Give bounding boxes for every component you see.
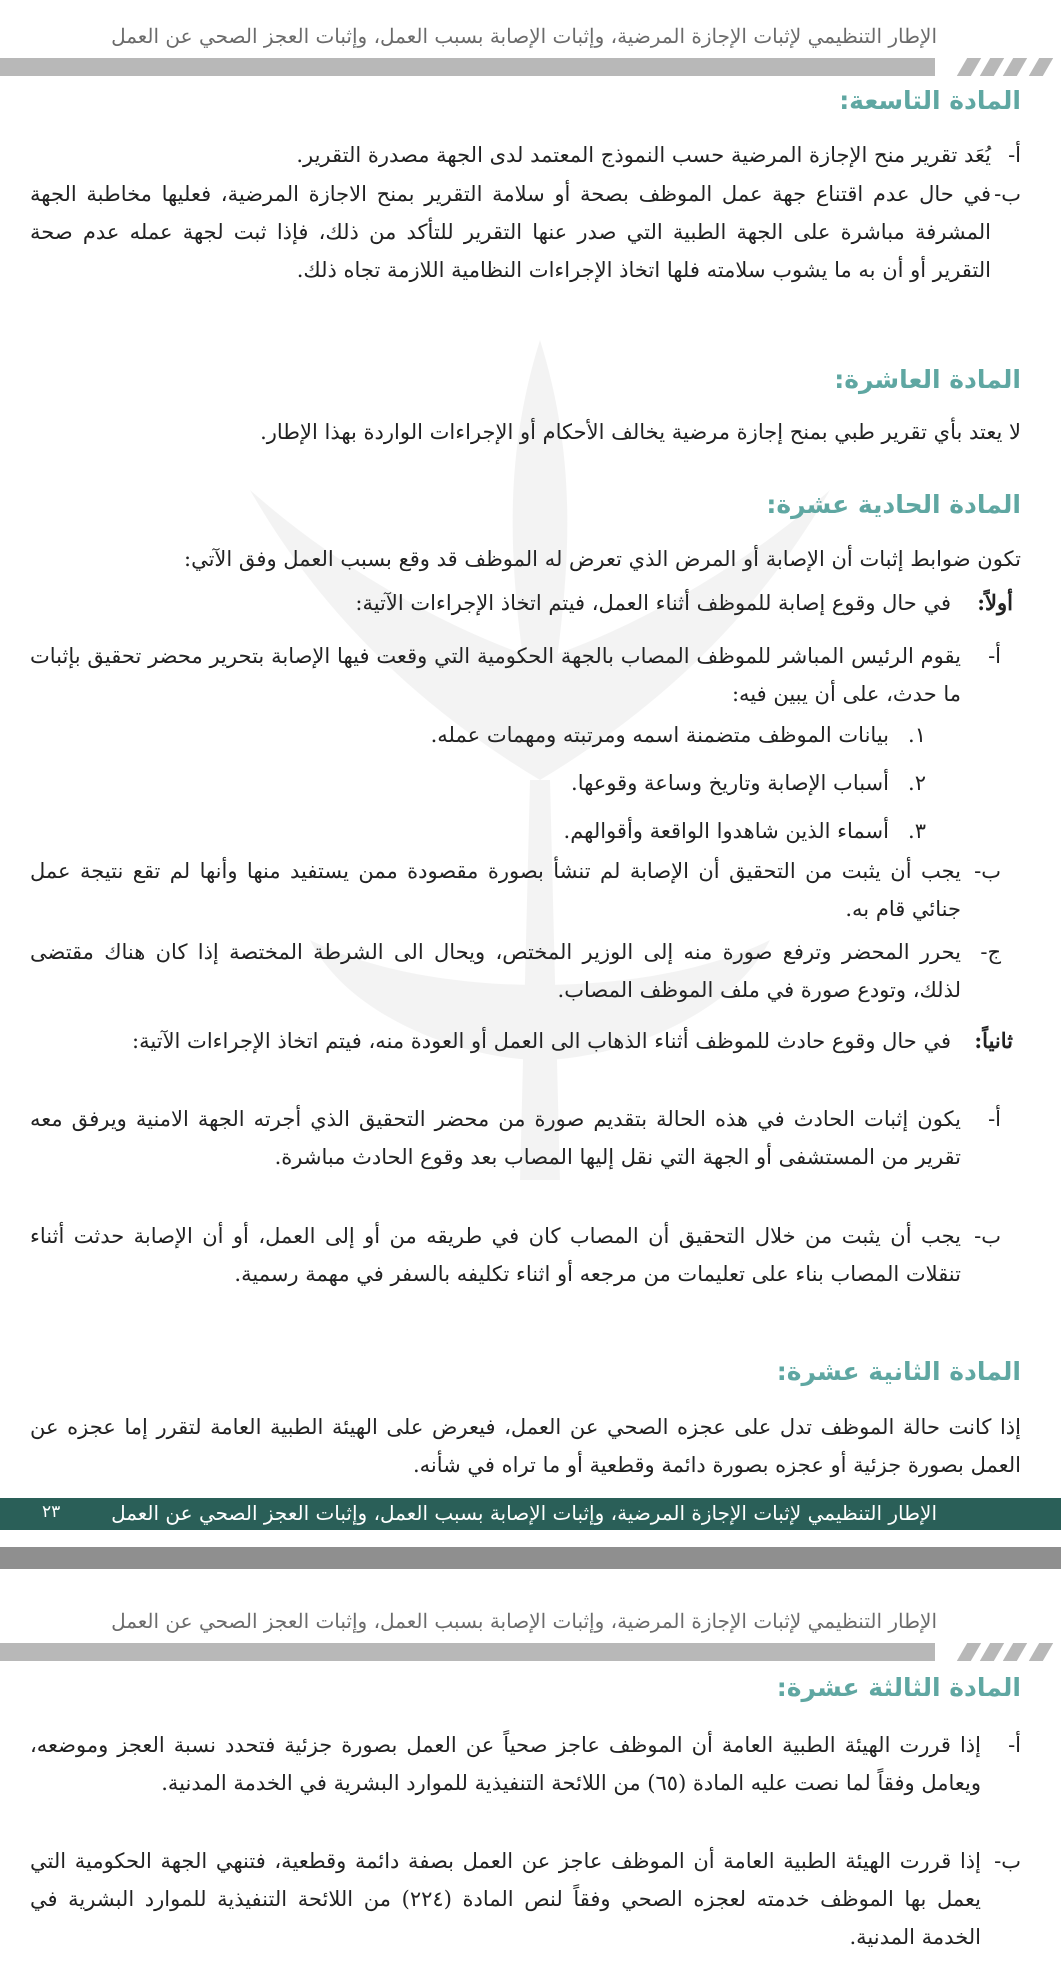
running-header: الإطار التنظيمي لإثبات الإجازة المرضية، وإثبات الإصابة بسبب العمل، وإثبات العجز الصحي عن العمل <box>111 1609 937 1633</box>
article-10-title: المادة العاشرة: <box>834 365 1021 394</box>
article-11-title: المادة الحادية عشرة: <box>766 490 1021 519</box>
page-separator-bar <box>0 1547 1061 1569</box>
art11-fc-label: ج- <box>980 940 1001 964</box>
art11-fb-text: يجب أن يثبت من التحقيق أن الإصابة لم تنشأ بصورة مقصودة ممن يستفيد منها وأنها لم تقع نتيجة عمل جنائي قام به. <box>30 859 961 921</box>
art11-fa-label: أ- <box>988 644 1001 668</box>
header-band-slash <box>1029 1643 1053 1661</box>
art11-item-1-text: بيانات الموظف متضمنة اسمه ومرتبته ومهمات عمله. <box>430 723 889 747</box>
header-band-slash <box>1029 58 1053 76</box>
art11-second-label: ثانياً: <box>974 1028 1013 1053</box>
page-separator <box>0 1535 1061 1591</box>
art11-fc-text: يحرر المحضر وترفع صورة منه إلى الوزير المختص، ويحال الى الشرطة المختصة إذا كان هناك مقتضى لذلك، وتودع صورة في ملف الموظف المصاب. <box>30 940 961 1002</box>
running-header: الإطار التنظيمي لإثبات الإجازة المرضية، وإثبات الإصابة بسبب العمل، وإثبات العجز الصحي عن العمل <box>111 24 937 48</box>
art11-item-3-num: ٣. <box>908 819 926 843</box>
art11-fb-label: ب- <box>974 859 1001 883</box>
article-9-title: المادة التاسعة: <box>839 86 1021 115</box>
art11-second-text: في حال وقوع حادث للموظف أثناء الذهاب الى العمل أو العودة منه، فيتم اتخاذ الإجراءات الآتية: <box>132 1029 951 1053</box>
art11-intro: تكون ضوابط إثبات أن الإصابة أو المرض الذي تعرض له الموظف قد وقع بسبب العمل وفق الآتي: <box>184 547 1021 571</box>
art11-fa-text: يقوم الرئيس المباشر للموظف المصاب بالجهة الحكومية التي وقعت فيها الإصابة بتحرير محضر تحقيق بإثبات ما حدث، على أن يبين فيه: <box>30 644 961 706</box>
footer-band <box>0 1498 1061 1530</box>
art9-a-text: يُعَد تقرير منح الإجازة المرضية حسب النموذج المعتمد لدى الجهة مصدرة التقرير. <box>296 143 991 167</box>
art11-item-1-num: ١. <box>908 723 926 747</box>
art11-first-label: أولاً: <box>977 590 1013 615</box>
art9-b-text: في حال عدم اقتناع جهة عمل الموظف بصحة أو سلامة التقرير بمنح الاجازة المرضية، فعليها مخاطبة الجهة المشرفة مباشرة على الجهة الطبية التي صدر عنها التقرير للتأكد من ذلك، فإذا ثبت لجهة عمله عدم صحة التقرير أو أن به ما يشوب سلامته فلها اتخاذ الإجراءات النظامية اللازمة تجاه ذلك. <box>30 182 991 282</box>
art9-b-label: ب- <box>994 182 1021 206</box>
art11-item-2-text: أسباب الإصابة وتاريخ وساعة وقوعها. <box>571 771 889 795</box>
art12-text: إذا كانت حالة الموظف تدل على عجزه الصحي عن العمل، فيعرض على الهيئة الطبية العامة لتقرر إما عجزه عن العمل بصورة جزئية أو عجزه بصورة دائمة وقطعية أو ما تراه في شأنه. <box>30 1415 1021 1477</box>
art11-sb-text: يجب أن يثبت من خلال التحقيق أن المصاب كان في طريقه من أو إلى العمل، أو أن الإصابة حدثت أثناء تنقلات المصاب بناء على تعليمات من مرجعه أو اثناء تكليفه بالسفر في مهمة رسمية. <box>30 1224 961 1286</box>
art13-b-label: ب- <box>994 1849 1021 1873</box>
art11-item-2-num: ٢. <box>908 771 926 795</box>
art11-sb-label: ب- <box>974 1224 1001 1248</box>
art11-sa-label: أ- <box>988 1107 1001 1131</box>
document-page-2 <box>0 1591 1061 1972</box>
art9-a-label: أ- <box>1008 143 1021 167</box>
art13-a-label: أ- <box>1008 1733 1021 1757</box>
art11-item-3-text: أسماء الذين شاهدوا الواقعة وأقوالهم. <box>563 819 889 843</box>
footer-title: الإطار التنظيمي لإثبات الإجازة المرضية، وإثبات الإصابة بسبب العمل، وإثبات العجز الصحي عن العمل <box>111 1501 937 1525</box>
art13-a-text: إذا قررت الهيئة الطبية العامة أن الموظف عاجز صحياً عن العمل بصورة جزئية فتحدد نسبة العجز وموضعه، ويعامل وفقاً لما نصت عليه المادة (٦٥) من اللائحة التنفيذية للموارد البشرية في الخدمة المدنية. <box>30 1733 981 1795</box>
page-number: ٢٣ <box>42 1502 61 1522</box>
art11-first-text: في حال وقوع إصابة للموظف أثناء العمل، فيتم اتخاذ الإجراءات الآتية: <box>355 591 951 615</box>
art13-b-text: إذا قررت الهيئة الطبية العامة أن الموظف عاجز عن العمل بصفة دائمة وقطعية، فتنهي الجهة الحكومية التي يعمل بها الموظف خدمته لعجزه الصحي وفقاً لنص المادة (٢٢٤) من اللائحة التنفيذية للموارد البشرية في الخدمة المدنية. <box>30 1849 981 1949</box>
art10-text: لا يعتد بأي تقرير طبي بمنح إجازة مرضية يخالف الأحكام أو الإجراءات الواردة بهذا الإطار. <box>260 420 1021 444</box>
article-13-title: المادة الثالثة عشرة: <box>776 1673 1021 1702</box>
art11-sa-text: يكون إثبات الحادث في هذه الحالة بتقديم صورة من محضر التحقيق الذي أجرته الجهة الامنية ويرفق معه تقرير من المستشفى أو الجهة التي نقل إليها المصاب بعد وقوع الحادث مباشرة. <box>30 1107 961 1169</box>
article-12-title: المادة الثانية عشرة: <box>776 1357 1021 1386</box>
